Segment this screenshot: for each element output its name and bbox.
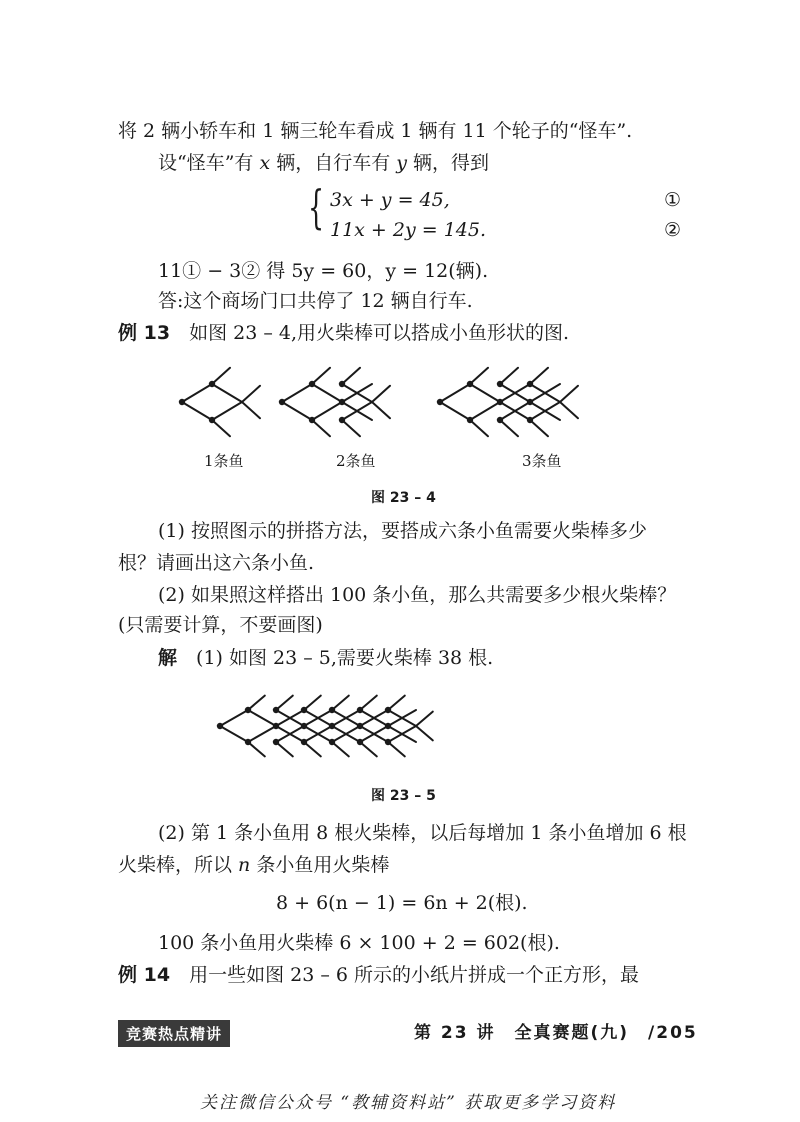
equation-brace: { bbox=[308, 180, 325, 234]
matchstick bbox=[312, 402, 342, 420]
question-1: (1) 按照图示的拼搭方法，要搭成六条小鱼需要火柴棒多少 bbox=[158, 520, 647, 542]
example-13: 例 13 如图 23 – 4,用火柴棒可以搭成小鱼形状的图. bbox=[118, 322, 570, 344]
matchstick bbox=[248, 742, 265, 756]
matchstick bbox=[304, 742, 321, 756]
matchstick bbox=[212, 402, 242, 420]
matchstick bbox=[332, 696, 349, 710]
matchstick bbox=[182, 384, 212, 402]
equation-2-number: ② bbox=[664, 219, 682, 241]
matchstick bbox=[360, 696, 377, 710]
matchstick bbox=[220, 710, 248, 726]
solution-1: 解 (1) 如图 23 – 5,需要火柴棒 38 根. bbox=[158, 647, 494, 669]
figure-caption-23-5: 图 23 – 5 bbox=[371, 788, 436, 804]
matchstick bbox=[220, 726, 248, 742]
formula: 8 + 6(n − 1) = 6n + 2(根). bbox=[276, 892, 528, 914]
matchstick bbox=[304, 696, 321, 710]
solution-2: (2) 第 1 条小鱼用 8 根火柴棒，以后每增加 1 条小鱼增加 6 根 bbox=[158, 822, 687, 844]
text-line: 将 2 辆小轿车和 1 辆三轮车看成 1 辆有 11 个轮子的“怪车”. bbox=[118, 120, 633, 142]
matchstick bbox=[470, 420, 488, 436]
matchstick bbox=[560, 386, 578, 402]
figure-caption-23-4: 图 23 – 4 bbox=[371, 490, 436, 506]
matchstick bbox=[312, 420, 330, 436]
equation-2: 11x + 2y = 145. bbox=[330, 219, 487, 241]
matchstick bbox=[212, 368, 230, 384]
matchstick bbox=[248, 726, 276, 742]
matchstick bbox=[470, 402, 500, 420]
matchstick bbox=[242, 402, 260, 418]
question-1-cont: 根？请画出这六条小鱼. bbox=[118, 552, 315, 574]
fish-figure-23-5 bbox=[214, 690, 604, 762]
matchstick bbox=[440, 402, 470, 420]
matchstick bbox=[372, 386, 390, 402]
matchstick bbox=[276, 742, 293, 756]
text-line: 11① − 3② 得 5y = 60，y = 12(辆). bbox=[158, 260, 489, 282]
figure-label-3-fish: 3条鱼 bbox=[522, 452, 562, 470]
section-badge: 竞赛热点精讲 bbox=[118, 1020, 230, 1047]
text-line: 设“怪车”有 x 辆，自行车有 y 辆，得到 bbox=[158, 152, 490, 174]
matchstick bbox=[530, 368, 548, 384]
example-14: 例 14 用一些如图 23 – 6 所示的小纸片拼成一个正方形，最 bbox=[118, 964, 640, 986]
matchstick bbox=[248, 696, 265, 710]
matchstick bbox=[530, 420, 548, 436]
watermark-footer: 关注微信公众号 “教辅资料站” 获取更多学习资料 bbox=[200, 1093, 617, 1113]
matchstick bbox=[388, 696, 405, 710]
matchstick bbox=[500, 420, 518, 436]
matchstick bbox=[372, 402, 390, 418]
running-footer: 第 23 讲 全真赛题(九) /205 bbox=[414, 1023, 698, 1043]
matchstick bbox=[312, 368, 330, 384]
matchstick bbox=[276, 696, 293, 710]
matchstick bbox=[212, 420, 230, 436]
matchstick bbox=[560, 402, 578, 418]
matchstick bbox=[332, 742, 349, 756]
matchstick bbox=[416, 726, 433, 740]
figure-label-1-fish: 1条鱼 bbox=[204, 452, 244, 470]
matchstick bbox=[342, 420, 360, 436]
matchstick bbox=[440, 384, 470, 402]
matchstick bbox=[342, 368, 360, 384]
matchstick bbox=[470, 368, 488, 384]
matchstick bbox=[282, 384, 312, 402]
matchstick bbox=[416, 712, 433, 726]
matchstick bbox=[388, 742, 405, 756]
question-2-cont: (只需要计算，不要画图) bbox=[118, 614, 323, 636]
matchstick bbox=[248, 710, 276, 726]
equation-1-number: ① bbox=[664, 189, 682, 211]
matchstick bbox=[182, 402, 212, 420]
matchstick bbox=[470, 384, 500, 402]
matchstick bbox=[242, 386, 260, 402]
matchstick bbox=[282, 402, 312, 420]
question-2: (2) 如果照这样搭出 100 条小鱼，那么共需要多少根火柴棒？ bbox=[158, 584, 677, 606]
matchstick bbox=[312, 384, 342, 402]
figure-label-2-fish: 2条鱼 bbox=[336, 452, 376, 470]
fish-figure-23-4 bbox=[170, 362, 640, 447]
matchstick bbox=[360, 742, 377, 756]
matchstick bbox=[212, 384, 242, 402]
matchstick bbox=[500, 368, 518, 384]
solution-2-cont: 火柴棒，所以 n 条小鱼用火柴棒 bbox=[118, 854, 390, 876]
solution-3: 100 条小鱼用火柴棒 6 × 100 + 2 = 602(根). bbox=[158, 932, 560, 954]
answer-line: 答:这个商场门口共停了 12 辆自行车. bbox=[158, 290, 473, 312]
equation-1: 3x + y = 45, bbox=[330, 189, 450, 211]
